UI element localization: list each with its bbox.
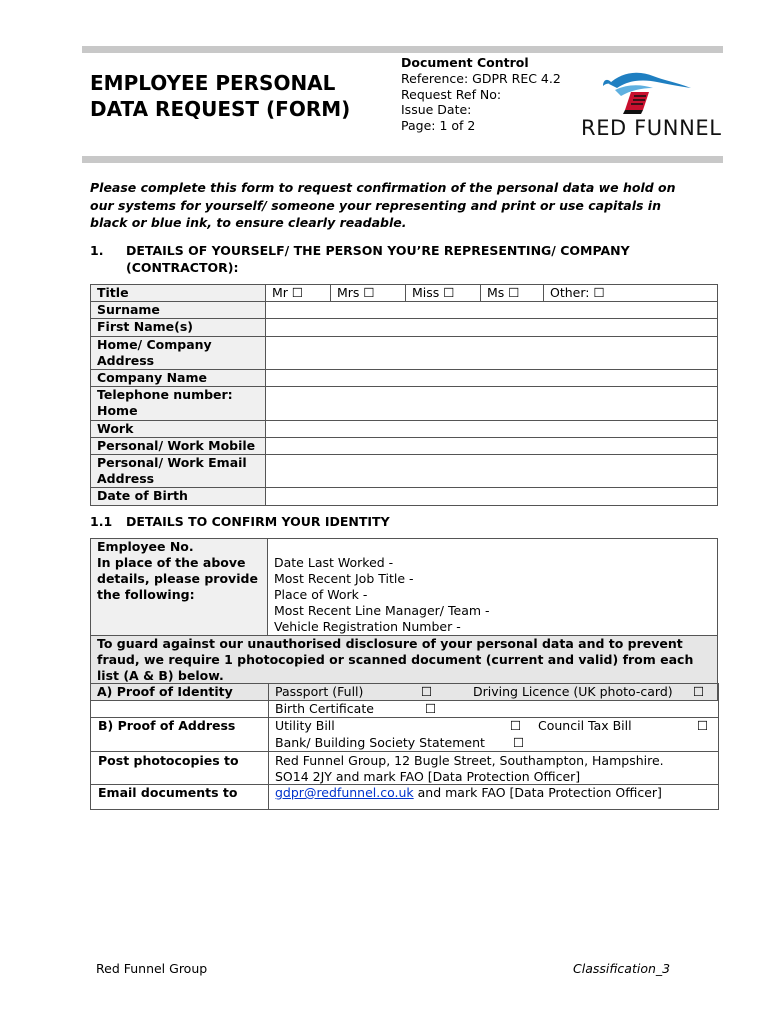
council-tax-option: Council Tax Bill bbox=[538, 718, 632, 733]
mobile-label: Personal/ Work Mobile bbox=[91, 437, 266, 454]
footer-classification: Classification_3 bbox=[573, 961, 671, 976]
utility-bill-option: Utility Bill bbox=[275, 718, 335, 733]
most-recent-job-title: Most Recent Job Title - bbox=[274, 571, 414, 586]
company-name-label: Company Name bbox=[91, 370, 266, 387]
first-names-field[interactable] bbox=[266, 319, 718, 336]
section-1-1-number: 1.1 bbox=[90, 514, 113, 529]
top-rule bbox=[82, 46, 723, 53]
email-docs-label: Email documents to bbox=[98, 785, 238, 800]
section-1-number: 1. bbox=[90, 243, 104, 258]
council-tax-checkbox[interactable]: ☐ bbox=[697, 718, 709, 733]
birth-certificate-checkbox[interactable]: ☐ bbox=[425, 701, 437, 716]
section-1-title-line-1: DETAILS OF YOURSELF/ THE PERSON YOU’RE REPRESENTING/ COMPANY bbox=[126, 243, 630, 258]
title-line-1: EMPLOYEE PERSONAL bbox=[90, 71, 336, 95]
date-last-worked: Date Last Worked - bbox=[274, 555, 394, 570]
post-address-line-1: Red Funnel Group, 12 Bugle Street, Southampton, Hampshire. bbox=[275, 753, 664, 768]
proof-address-label: B) Proof of Address bbox=[98, 718, 236, 733]
driving-licence-checkbox[interactable]: ☐ bbox=[693, 684, 705, 699]
doc-page: Page: 1 of 2 bbox=[401, 118, 476, 134]
address-field[interactable] bbox=[266, 336, 718, 369]
title-option-mr[interactable]: Mr ☐ bbox=[266, 285, 331, 302]
title-line-2: DATA REQUEST (FORM) bbox=[90, 97, 351, 121]
footer-company: Red Funnel Group bbox=[96, 961, 208, 976]
employee-no-field[interactable] bbox=[274, 539, 711, 555]
telephone-home-label bbox=[91, 387, 266, 420]
title-option-miss[interactable]: Miss ☐ bbox=[406, 285, 481, 302]
doc-issue-date: Issue Date: bbox=[401, 102, 472, 118]
email-docs-value bbox=[275, 785, 662, 800]
recent-line-manager: Most Recent Line Manager/ Team - bbox=[274, 603, 490, 618]
home-phone-label: Home bbox=[97, 403, 138, 419]
dob-label: Date of Birth bbox=[91, 488, 266, 505]
doc-reference: Reference: GDPR REC 4.2 bbox=[401, 70, 561, 86]
proof-identity-options bbox=[275, 684, 715, 718]
section-1-1-title: DETAILS TO CONFIRM YOUR IDENTITY bbox=[126, 514, 390, 529]
employee-no-label: Employee No. bbox=[97, 539, 194, 554]
in-place-line-2: details, please provide bbox=[97, 571, 258, 586]
doc-request-ref: Request Ref No: bbox=[401, 86, 502, 102]
red-funnel-logo bbox=[581, 68, 721, 138]
home-phone-field[interactable] bbox=[266, 387, 718, 420]
work-phone-label: Work bbox=[91, 420, 266, 437]
in-place-line-1: In place of the above bbox=[97, 555, 246, 570]
address-label-line-2: Address bbox=[97, 352, 155, 368]
post-address bbox=[275, 753, 664, 785]
guard-line-3: list (A & B) below. bbox=[97, 668, 224, 683]
gdpr-email-link[interactable]: gdpr@redfunnel.co.uk bbox=[275, 785, 414, 800]
email-docs-note: and mark FAO [Data Protection Officer] bbox=[413, 785, 662, 800]
doc-control-heading: Document Control bbox=[401, 55, 529, 70]
proof-address-options bbox=[275, 718, 715, 752]
page-title bbox=[90, 70, 350, 122]
document-control bbox=[401, 55, 561, 134]
guard-line-1: To guard against our unauthorised disclosure of your personal data and to prevent bbox=[97, 636, 683, 651]
guard-line-2: fraud, we require 1 photocopied or scanned document (current and valid) from each bbox=[97, 652, 694, 667]
company-name-field[interactable] bbox=[266, 370, 718, 387]
birth-certificate-option: Birth Certificate bbox=[275, 701, 374, 716]
work-phone-field[interactable] bbox=[266, 420, 718, 437]
logo-wordmark: RED FUNNEL bbox=[581, 116, 722, 140]
surname-field[interactable] bbox=[266, 302, 718, 319]
bank-statement-option: Bank/ Building Society Statement bbox=[275, 735, 485, 750]
surname-label: Surname bbox=[91, 302, 266, 319]
title-option-other[interactable]: Other: ☐ bbox=[544, 285, 718, 302]
section-1-heading bbox=[90, 242, 690, 278]
first-names-label: First Name(s) bbox=[91, 319, 266, 336]
section-1-title-line-2: (CONTRACTOR): bbox=[126, 260, 239, 275]
vehicle-registration: Vehicle Registration Number - bbox=[274, 619, 461, 634]
employee-no-block bbox=[91, 539, 268, 636]
place-of-work: Place of Work - bbox=[274, 587, 368, 602]
funnel-logo-icon bbox=[581, 68, 721, 114]
intro-instructions: Please complete this form to request confirmation of the personal data we hold on our systems for yourself/ someone your representing and print or use capitals in black or blue ink, to ensure clearly readable. bbox=[90, 180, 676, 230]
mobile-field[interactable] bbox=[266, 437, 718, 454]
personal-details-table bbox=[90, 284, 718, 506]
proof-identity-label: A) Proof of Identity bbox=[97, 684, 233, 699]
header-rule bbox=[82, 156, 723, 163]
bank-statement-checkbox[interactable]: ☐ bbox=[513, 735, 525, 750]
in-place-line-3: the following: bbox=[97, 587, 195, 602]
title-option-mrs[interactable]: Mrs ☐ bbox=[331, 285, 406, 302]
email-field[interactable] bbox=[266, 455, 718, 488]
section-1-title bbox=[126, 242, 630, 276]
utility-bill-checkbox[interactable]: ☐ bbox=[510, 718, 522, 733]
section-1-1-heading bbox=[90, 513, 690, 531]
email-label-line-1: Personal/ Work Email bbox=[97, 455, 247, 471]
post-address-line-2: SO14 2JY and mark FAO [Data Protection Officer] bbox=[275, 769, 581, 784]
address-label bbox=[91, 336, 266, 369]
driving-licence-option: Driving Licence (UK photo-card) bbox=[473, 684, 673, 699]
dob-field[interactable] bbox=[266, 488, 718, 505]
passport-option: Passport (Full) bbox=[275, 684, 364, 699]
email-label bbox=[91, 455, 266, 488]
identity-fields[interactable] bbox=[268, 539, 718, 636]
email-label-line-2: Address bbox=[97, 471, 155, 487]
title-option-ms[interactable]: Ms ☐ bbox=[481, 285, 544, 302]
identity-table bbox=[90, 538, 718, 701]
passport-checkbox[interactable]: ☐ bbox=[421, 684, 433, 699]
home-company-label: Home/ Company bbox=[97, 336, 212, 352]
post-label: Post photocopies to bbox=[98, 753, 239, 768]
telephone-label: Telephone number: bbox=[97, 387, 233, 403]
title-label: Title bbox=[91, 285, 266, 302]
